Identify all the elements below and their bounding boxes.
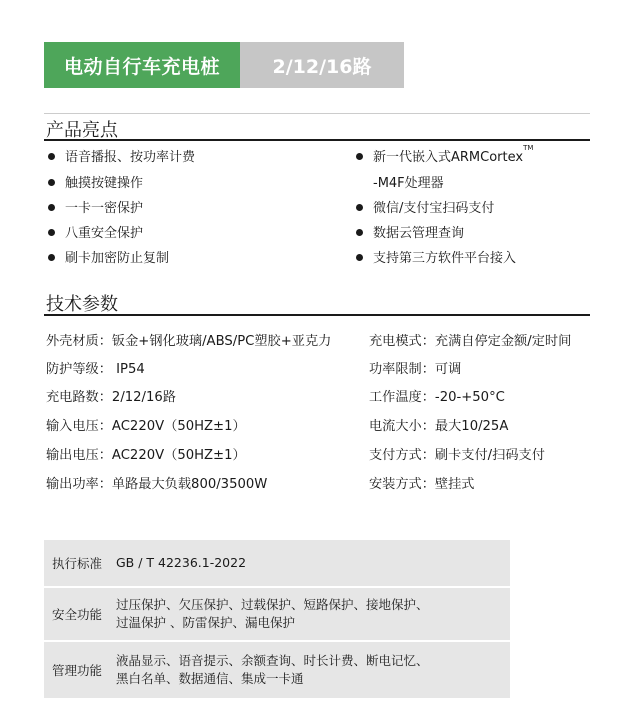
- bullet-icon: [356, 204, 363, 211]
- bullet-icon: [356, 229, 363, 236]
- bullet-icon: [48, 254, 55, 261]
- highlight-item: 刷卡加密防止复制: [48, 247, 169, 266]
- spec-item: 输出功率：单路最大负载800/3500W: [46, 477, 268, 492]
- standard-label: 安全功能: [51, 607, 102, 622]
- standards-table: [44, 540, 510, 700]
- spec-item: 防护等级： IP54: [46, 362, 145, 377]
- highlight-item: 一卡一密保护: [48, 197, 143, 216]
- highlights-title: 产品亮点: [46, 120, 118, 141]
- bullet-icon: [48, 179, 55, 186]
- trademark-sup: TM: [523, 144, 534, 152]
- specs-title: 技术参数: [46, 294, 118, 315]
- highlight-item: 语音播报、按功率计费: [48, 146, 195, 165]
- spec-item: 功率限制：可调: [369, 362, 462, 377]
- product-title: 电动自行车充电桩: [44, 42, 240, 88]
- highlight-item: 数据云管理查询: [356, 222, 464, 241]
- bullet-icon: [48, 204, 55, 211]
- bullet-icon: [48, 153, 55, 160]
- standard-row: [44, 642, 510, 700]
- spec-item: 电流大小：最大10/25A: [369, 419, 509, 434]
- spec-item: 外壳材质：钣金+钢化玻璃/ABS/PC塑胶+亚克力: [46, 334, 332, 349]
- spec-item: 充电路数：2/12/16路: [46, 390, 176, 405]
- specs-underline: [44, 314, 590, 316]
- standard-value: 过压保护、欠压保护、过载保护、短路保护、接地保护、 过温保护 、防雷保护、漏电保护: [116, 597, 429, 630]
- standard-label: 管理功能: [51, 663, 102, 678]
- highlight-item: 触摸按键操作: [48, 172, 143, 191]
- standard-label: 执行标准: [51, 556, 102, 571]
- highlight-item-continued: -M4F处理器: [373, 176, 444, 191]
- spec-item: 充电模式：充满自停定金额/定时间: [369, 334, 572, 349]
- standard-row: [44, 540, 510, 588]
- standard-value: 液晶显示、语音提示、余额查询、时长计费、断电记忆、 黑白名单、数据通信、集成一卡通: [116, 653, 429, 686]
- spec-item: 支付方式：刷卡支付/扫码支付: [369, 448, 545, 463]
- bullet-icon: [356, 153, 363, 160]
- highlights-underline: [44, 139, 590, 141]
- spec-item: 工作温度：-20-+50°C: [369, 390, 505, 405]
- header-divider: [44, 113, 590, 114]
- highlight-item: 微信/支付宝扫码支付: [356, 197, 494, 216]
- highlight-item: 新一代嵌入式ARMCortex™: [356, 146, 533, 165]
- standard-value: GB / T 42236.1-2022: [116, 555, 247, 570]
- ports-badge: 2/12/16路: [240, 42, 404, 88]
- spec-item: 输入电压：AC220V（50HZ±1）: [46, 419, 246, 434]
- spec-item: 输出电压：AC220V（50HZ±1）: [46, 448, 246, 463]
- spec-item: 安装方式：壁挂式: [369, 477, 475, 492]
- highlight-item: 八重安全保护: [48, 222, 143, 241]
- bullet-icon: [356, 254, 363, 261]
- standard-row: [44, 588, 510, 642]
- highlight-item: 支持第三方软件平台接入: [356, 247, 516, 266]
- bullet-icon: [48, 229, 55, 236]
